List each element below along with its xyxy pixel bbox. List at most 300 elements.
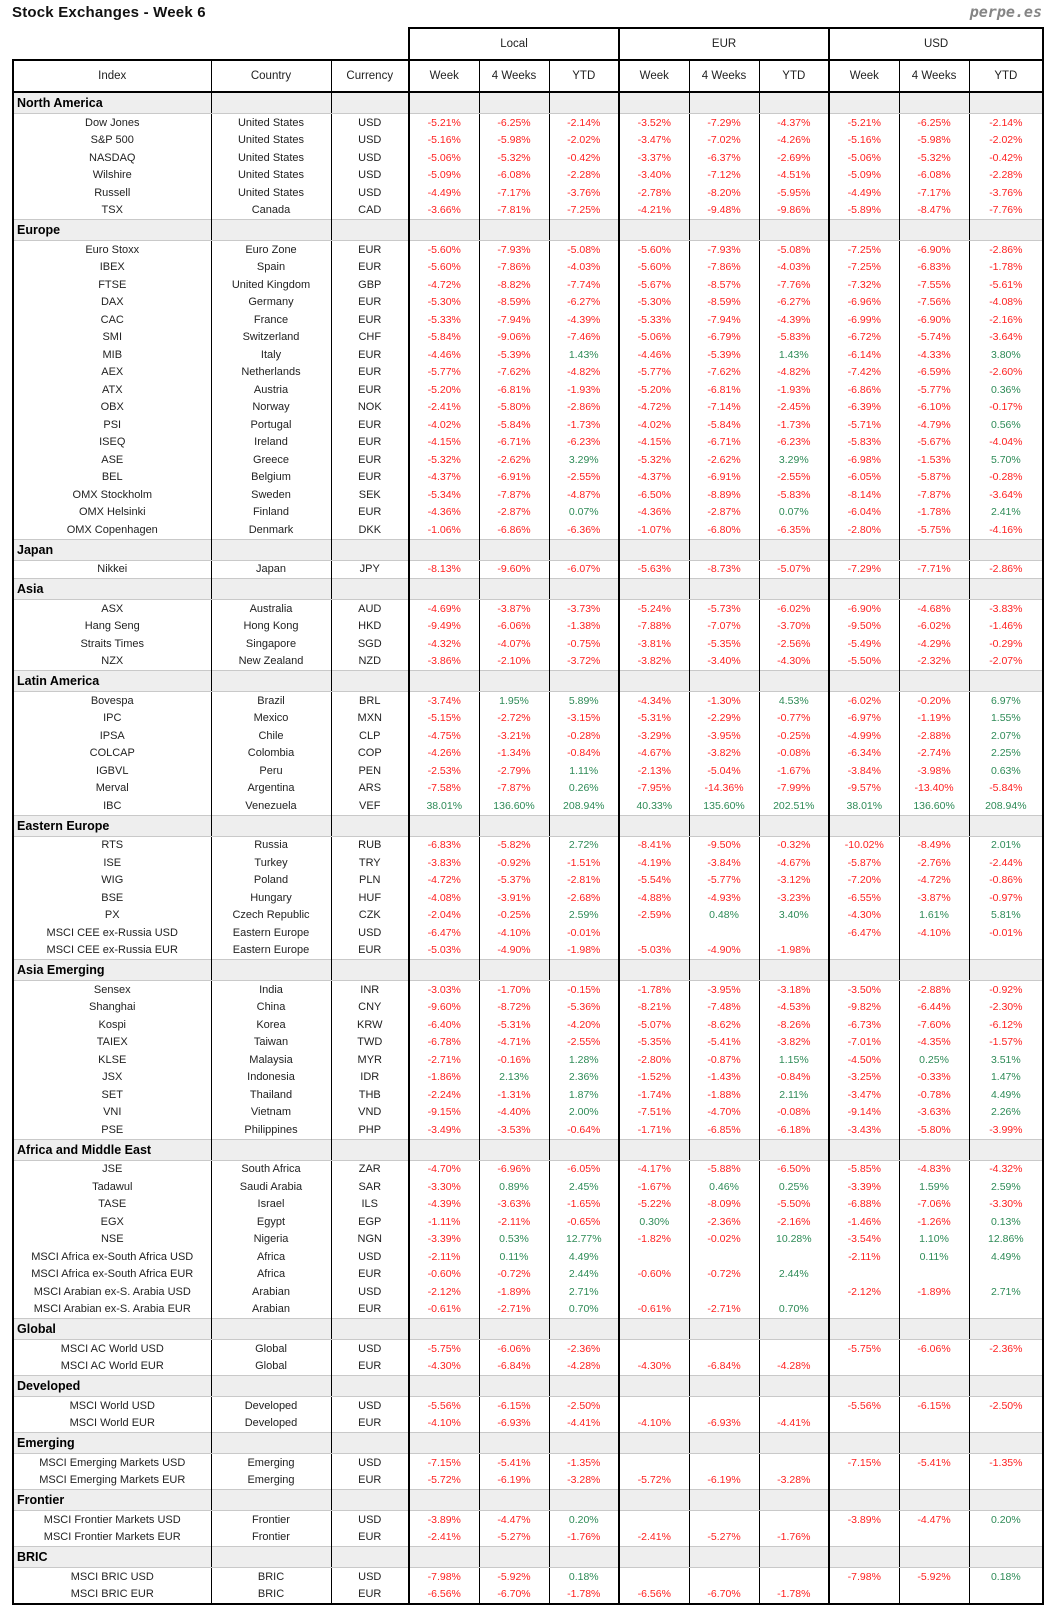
- table-row: [13, 469, 1043, 487]
- table-row: [13, 1248, 1043, 1266]
- value-cell: -7.94%: [689, 311, 759, 329]
- section-cell: [829, 1547, 899, 1568]
- country-cell: Africa: [211, 1248, 331, 1266]
- section-title: Europe: [13, 220, 211, 241]
- section-cell: [479, 1490, 549, 1511]
- value-cell: -5.72%: [619, 1472, 689, 1490]
- value-cell: -0.25%: [759, 727, 829, 745]
- index-cell: EGX: [13, 1213, 211, 1231]
- value-cell: -2.55%: [759, 469, 829, 487]
- value-cell: -2.36%: [969, 1340, 1043, 1358]
- section-cell: [211, 92, 331, 114]
- value-cell: -1.31%: [479, 1086, 549, 1104]
- index-cell: ATX: [13, 381, 211, 399]
- value-cell: -7.02%: [689, 132, 759, 150]
- value-cell: -3.89%: [409, 1511, 479, 1529]
- index-cell: MSCI Emerging Markets USD: [13, 1454, 211, 1472]
- value-cell: 10.28%: [759, 1231, 829, 1249]
- value-cell: -3.84%: [829, 762, 899, 780]
- table-row: [13, 451, 1043, 469]
- section-cell: [549, 579, 619, 600]
- section-title: Frontier: [13, 1490, 211, 1511]
- section-title: Latin America: [13, 671, 211, 692]
- currency-cell: VEF: [331, 797, 409, 815]
- value-cell: -1.11%: [409, 1213, 479, 1231]
- value-cell: -7.55%: [899, 276, 969, 294]
- value-cell: -4.30%: [829, 907, 899, 925]
- currency-cell: VND: [331, 1104, 409, 1122]
- section-cell: [331, 1490, 409, 1511]
- section-cell: [331, 1547, 409, 1568]
- section-cell: [829, 1490, 899, 1511]
- value-cell: -7.01%: [829, 1034, 899, 1052]
- value-cell: -5.33%: [619, 311, 689, 329]
- value-cell: -7.93%: [479, 241, 549, 259]
- currency-cell: EUR: [331, 469, 409, 487]
- value-cell: -5.61%: [969, 276, 1043, 294]
- value-cell: 4.53%: [759, 692, 829, 710]
- value-cell: -4.70%: [689, 1104, 759, 1122]
- value-cell: -4.15%: [409, 434, 479, 452]
- table-row: [13, 184, 1043, 202]
- section-cell: [759, 1376, 829, 1397]
- value-cell: -6.47%: [409, 924, 479, 942]
- value-cell: -4.10%: [899, 924, 969, 942]
- table-row: [13, 635, 1043, 653]
- section-row: [13, 815, 1043, 836]
- section-cell: [969, 1547, 1043, 1568]
- value-cell: -4.70%: [409, 1160, 479, 1178]
- section-cell: [619, 671, 689, 692]
- index-cell: TSX: [13, 202, 211, 220]
- value-cell: -2.11%: [409, 1248, 479, 1266]
- index-cell: MSCI Frontier Markets EUR: [13, 1529, 211, 1547]
- section-cell: [549, 220, 619, 241]
- table-row: [13, 745, 1043, 763]
- section-cell: [331, 1376, 409, 1397]
- value-cell: 2.44%: [759, 1266, 829, 1284]
- value-cell: -5.32%: [409, 451, 479, 469]
- value-cell: [829, 942, 899, 960]
- currency-cell: EUR: [331, 434, 409, 452]
- section-cell: [409, 960, 479, 981]
- table-row: [13, 836, 1043, 854]
- country-cell: Africa: [211, 1266, 331, 1284]
- value-cell: -0.28%: [969, 469, 1043, 487]
- value-cell: -0.64%: [549, 1121, 619, 1139]
- value-cell: -0.60%: [409, 1266, 479, 1284]
- value-cell: -6.70%: [689, 1586, 759, 1605]
- value-cell: -6.56%: [619, 1586, 689, 1605]
- value-cell: -4.10%: [619, 1415, 689, 1433]
- currency-cell: EUR: [331, 364, 409, 382]
- value-cell: [969, 1266, 1043, 1284]
- value-cell: -5.16%: [409, 132, 479, 150]
- value-cell: -9.50%: [689, 836, 759, 854]
- section-cell: [211, 579, 331, 600]
- value-cell: -4.32%: [409, 635, 479, 653]
- section-cell: [969, 539, 1043, 560]
- table-row: [13, 999, 1043, 1017]
- value-cell: -7.74%: [549, 276, 619, 294]
- value-cell: -2.11%: [829, 1248, 899, 1266]
- value-cell: -5.60%: [409, 241, 479, 259]
- value-cell: -5.06%: [409, 149, 479, 167]
- table-row: [13, 1104, 1043, 1122]
- value-cell: -0.17%: [969, 399, 1043, 417]
- index-cell: Euro Stoxx: [13, 241, 211, 259]
- value-cell: -3.30%: [969, 1196, 1043, 1214]
- value-cell: 0.89%: [479, 1178, 549, 1196]
- currency-cell: JPY: [331, 560, 409, 579]
- index-cell: KLSE: [13, 1051, 211, 1069]
- value-cell: -5.20%: [619, 381, 689, 399]
- value-cell: -2.24%: [409, 1086, 479, 1104]
- value-cell: [899, 1472, 969, 1490]
- currency-cell: CZK: [331, 907, 409, 925]
- value-cell: -5.84%: [479, 416, 549, 434]
- value-cell: -6.90%: [829, 600, 899, 618]
- index-cell: SET: [13, 1086, 211, 1104]
- table-row: [13, 762, 1043, 780]
- value-cell: -6.06%: [479, 618, 549, 636]
- value-cell: -8.62%: [689, 1016, 759, 1034]
- value-cell: -2.86%: [969, 560, 1043, 579]
- value-cell: -5.09%: [409, 167, 479, 185]
- table-row: [13, 1086, 1043, 1104]
- index-cell: MSCI Africa ex-South Africa USD: [13, 1248, 211, 1266]
- value-cell: -6.83%: [409, 836, 479, 854]
- value-cell: -7.48%: [689, 999, 759, 1017]
- currency-cell: BRL: [331, 692, 409, 710]
- value-cell: -3.89%: [829, 1511, 899, 1529]
- value-cell: -4.72%: [409, 872, 479, 890]
- value-cell: -6.15%: [479, 1397, 549, 1415]
- table-row: [13, 381, 1043, 399]
- value-cell: -4.36%: [409, 504, 479, 522]
- value-cell: -2.72%: [479, 710, 549, 728]
- value-cell: -5.75%: [829, 1340, 899, 1358]
- value-cell: -7.60%: [899, 1016, 969, 1034]
- value-cell: -8.41%: [619, 836, 689, 854]
- table-row: [13, 1358, 1043, 1376]
- value-cell: -2.41%: [409, 399, 479, 417]
- value-cell: -2.32%: [899, 653, 969, 671]
- country-cell: Turkey: [211, 854, 331, 872]
- value-cell: -7.15%: [829, 1454, 899, 1472]
- value-cell: -6.70%: [479, 1586, 549, 1605]
- group-header-local: Local: [409, 28, 619, 60]
- value-cell: -3.23%: [759, 889, 829, 907]
- country-cell: Japan: [211, 560, 331, 579]
- value-cell: -7.15%: [409, 1454, 479, 1472]
- section-cell: [969, 220, 1043, 241]
- value-cell: -7.29%: [829, 560, 899, 579]
- value-cell: -1.43%: [689, 1069, 759, 1087]
- column-header-usd-week: Week: [829, 60, 899, 92]
- value-cell: [759, 1454, 829, 1472]
- currency-cell: EUR: [331, 1358, 409, 1376]
- value-cell: -3.03%: [409, 981, 479, 999]
- country-cell: South Africa: [211, 1160, 331, 1178]
- value-cell: [969, 1415, 1043, 1433]
- value-cell: [689, 1248, 759, 1266]
- value-cell: -5.63%: [619, 560, 689, 579]
- currency-cell: EUR: [331, 1472, 409, 1490]
- value-cell: 2.01%: [969, 836, 1043, 854]
- value-cell: -4.53%: [759, 999, 829, 1017]
- value-cell: [619, 1511, 689, 1529]
- value-cell: -2.86%: [969, 241, 1043, 259]
- value-cell: 0.30%: [619, 1213, 689, 1231]
- section-cell: [759, 1139, 829, 1160]
- value-cell: -3.39%: [829, 1178, 899, 1196]
- section-cell: [331, 1319, 409, 1340]
- currency-cell: CNY: [331, 999, 409, 1017]
- section-row: [13, 671, 1043, 692]
- value-cell: -4.03%: [549, 259, 619, 277]
- value-cell: -7.94%: [479, 311, 549, 329]
- value-cell: -0.28%: [549, 727, 619, 745]
- table-row: [13, 1069, 1043, 1087]
- value-cell: -0.32%: [759, 836, 829, 854]
- country-cell: Developed: [211, 1415, 331, 1433]
- currency-cell: EUR: [331, 381, 409, 399]
- value-cell: -6.27%: [759, 294, 829, 312]
- currency-cell: MYR: [331, 1051, 409, 1069]
- value-cell: -7.62%: [689, 364, 759, 382]
- index-cell: MSCI AC World USD: [13, 1340, 211, 1358]
- index-cell: MSCI Frontier Markets USD: [13, 1511, 211, 1529]
- table-row: [13, 1160, 1043, 1178]
- section-cell: [689, 579, 759, 600]
- value-cell: -3.76%: [549, 184, 619, 202]
- index-cell: Bovespa: [13, 692, 211, 710]
- value-cell: -3.74%: [409, 692, 479, 710]
- value-cell: -2.50%: [969, 1397, 1043, 1415]
- section-cell: [409, 579, 479, 600]
- value-cell: 0.25%: [899, 1051, 969, 1069]
- value-cell: -5.03%: [409, 942, 479, 960]
- value-cell: -1.78%: [969, 259, 1043, 277]
- value-cell: -0.87%: [689, 1051, 759, 1069]
- currency-cell: PHP: [331, 1121, 409, 1139]
- currency-cell: USD: [331, 1283, 409, 1301]
- group-header-row: [13, 28, 1043, 60]
- value-cell: -4.75%: [409, 727, 479, 745]
- section-cell: [549, 815, 619, 836]
- index-cell: S&P 500: [13, 132, 211, 150]
- value-cell: -4.28%: [759, 1358, 829, 1376]
- section-cell: [899, 1433, 969, 1454]
- currency-cell: USD: [331, 924, 409, 942]
- value-cell: -3.95%: [689, 981, 759, 999]
- value-cell: -4.19%: [619, 854, 689, 872]
- value-cell: -8.59%: [479, 294, 549, 312]
- country-cell: Arabian: [211, 1283, 331, 1301]
- value-cell: -2.30%: [969, 999, 1043, 1017]
- value-cell: -7.20%: [829, 872, 899, 890]
- country-cell: Portugal: [211, 416, 331, 434]
- value-cell: -6.81%: [689, 381, 759, 399]
- table-row: [13, 1051, 1043, 1069]
- value-cell: -5.39%: [479, 346, 549, 364]
- value-cell: -2.53%: [409, 762, 479, 780]
- value-cell: -2.80%: [829, 521, 899, 539]
- index-cell: MSCI BRIC EUR: [13, 1586, 211, 1605]
- section-cell: [479, 92, 549, 114]
- country-cell: Russia: [211, 836, 331, 854]
- section-cell: [331, 671, 409, 692]
- value-cell: -1.53%: [899, 451, 969, 469]
- currency-cell: EUR: [331, 1415, 409, 1433]
- value-cell: -1.51%: [549, 854, 619, 872]
- group-header-eur: EUR: [619, 28, 829, 60]
- index-cell: BEL: [13, 469, 211, 487]
- country-cell: Developed: [211, 1397, 331, 1415]
- index-cell: MIB: [13, 346, 211, 364]
- section-cell: [479, 1376, 549, 1397]
- column-header-country: Country: [211, 60, 331, 92]
- value-cell: -2.55%: [549, 1034, 619, 1052]
- table-row: [13, 1034, 1043, 1052]
- currency-cell: EUR: [331, 451, 409, 469]
- table-row: [13, 1231, 1043, 1249]
- value-cell: 1.43%: [759, 346, 829, 364]
- value-cell: -7.62%: [479, 364, 549, 382]
- value-cell: -3.28%: [549, 1472, 619, 1490]
- value-cell: -9.57%: [829, 780, 899, 798]
- value-cell: [899, 1266, 969, 1284]
- value-cell: -5.83%: [829, 434, 899, 452]
- value-cell: -4.50%: [829, 1051, 899, 1069]
- section-cell: [409, 671, 479, 692]
- currency-cell: CLP: [331, 727, 409, 745]
- section-cell: [409, 539, 479, 560]
- value-cell: -3.82%: [689, 745, 759, 763]
- section-cell: [829, 1319, 899, 1340]
- value-cell: [759, 1340, 829, 1358]
- section-cell: [899, 1547, 969, 1568]
- value-cell: -5.67%: [899, 434, 969, 452]
- value-cell: -4.82%: [549, 364, 619, 382]
- value-cell: -2.59%: [619, 907, 689, 925]
- value-cell: -2.88%: [899, 981, 969, 999]
- currency-cell: EUR: [331, 1529, 409, 1547]
- table-row: [13, 1340, 1043, 1358]
- index-cell: PX: [13, 907, 211, 925]
- value-cell: -5.50%: [759, 1196, 829, 1214]
- currency-cell: USD: [331, 149, 409, 167]
- value-cell: -5.84%: [969, 780, 1043, 798]
- table-row: [13, 1511, 1043, 1529]
- section-cell: [689, 1319, 759, 1340]
- section-cell: [211, 1376, 331, 1397]
- value-cell: -5.60%: [619, 241, 689, 259]
- value-cell: -6.88%: [829, 1196, 899, 1214]
- index-cell: MSCI World EUR: [13, 1415, 211, 1433]
- table-row: [13, 399, 1043, 417]
- country-cell: Eastern Europe: [211, 924, 331, 942]
- country-cell: Hong Kong: [211, 618, 331, 636]
- section-cell: [619, 1139, 689, 1160]
- value-cell: -1.86%: [409, 1069, 479, 1087]
- section-cell: [899, 1139, 969, 1160]
- value-cell: [689, 1511, 759, 1529]
- value-cell: -5.71%: [829, 416, 899, 434]
- section-cell: [689, 1547, 759, 1568]
- value-cell: -3.66%: [409, 202, 479, 220]
- value-cell: -6.25%: [479, 114, 549, 132]
- value-cell: -4.02%: [619, 416, 689, 434]
- value-cell: -5.09%: [829, 167, 899, 185]
- index-cell: IBEX: [13, 259, 211, 277]
- country-cell: Israel: [211, 1196, 331, 1214]
- value-cell: -1.30%: [689, 692, 759, 710]
- value-cell: 0.20%: [969, 1511, 1043, 1529]
- value-cell: -6.98%: [829, 451, 899, 469]
- value-cell: -0.61%: [409, 1301, 479, 1319]
- section-cell: [549, 1547, 619, 1568]
- value-cell: 1.61%: [899, 907, 969, 925]
- value-cell: -7.25%: [549, 202, 619, 220]
- value-cell: -0.42%: [549, 149, 619, 167]
- value-cell: -5.15%: [409, 710, 479, 728]
- section-cell: [829, 960, 899, 981]
- section-cell: [479, 539, 549, 560]
- index-cell: MSCI Arabian ex-S. Arabia EUR: [13, 1301, 211, 1319]
- value-cell: -6.05%: [829, 469, 899, 487]
- value-cell: -7.46%: [549, 329, 619, 347]
- value-cell: -2.28%: [549, 167, 619, 185]
- section-cell: [619, 579, 689, 600]
- value-cell: -4.10%: [479, 924, 549, 942]
- section-cell: [759, 1490, 829, 1511]
- section-cell: [829, 92, 899, 114]
- value-cell: -7.12%: [689, 167, 759, 185]
- index-cell: OBX: [13, 399, 211, 417]
- table-row: [13, 346, 1043, 364]
- index-cell: SMI: [13, 329, 211, 347]
- value-cell: -3.72%: [549, 653, 619, 671]
- value-cell: -5.04%: [689, 762, 759, 780]
- value-cell: [759, 1248, 829, 1266]
- currency-cell: HKD: [331, 618, 409, 636]
- value-cell: -2.62%: [689, 451, 759, 469]
- section-cell: [899, 1376, 969, 1397]
- index-cell: ISEQ: [13, 434, 211, 452]
- value-cell: 2.13%: [479, 1069, 549, 1087]
- value-cell: -7.98%: [829, 1568, 899, 1586]
- section-cell: [409, 1490, 479, 1511]
- country-cell: Emerging: [211, 1472, 331, 1490]
- value-cell: -2.12%: [829, 1283, 899, 1301]
- value-cell: [969, 942, 1043, 960]
- value-cell: -2.11%: [479, 1213, 549, 1231]
- value-cell: -7.25%: [829, 241, 899, 259]
- value-cell: -0.86%: [969, 872, 1043, 890]
- section-cell: [899, 815, 969, 836]
- value-cell: -6.84%: [689, 1358, 759, 1376]
- value-cell: -3.91%: [479, 889, 549, 907]
- section-row: [13, 1433, 1043, 1454]
- section-cell: [619, 1490, 689, 1511]
- table-row: [13, 149, 1043, 167]
- value-cell: -4.67%: [759, 854, 829, 872]
- section-row: [13, 1490, 1043, 1511]
- value-cell: 2.72%: [549, 836, 619, 854]
- index-cell: Merval: [13, 780, 211, 798]
